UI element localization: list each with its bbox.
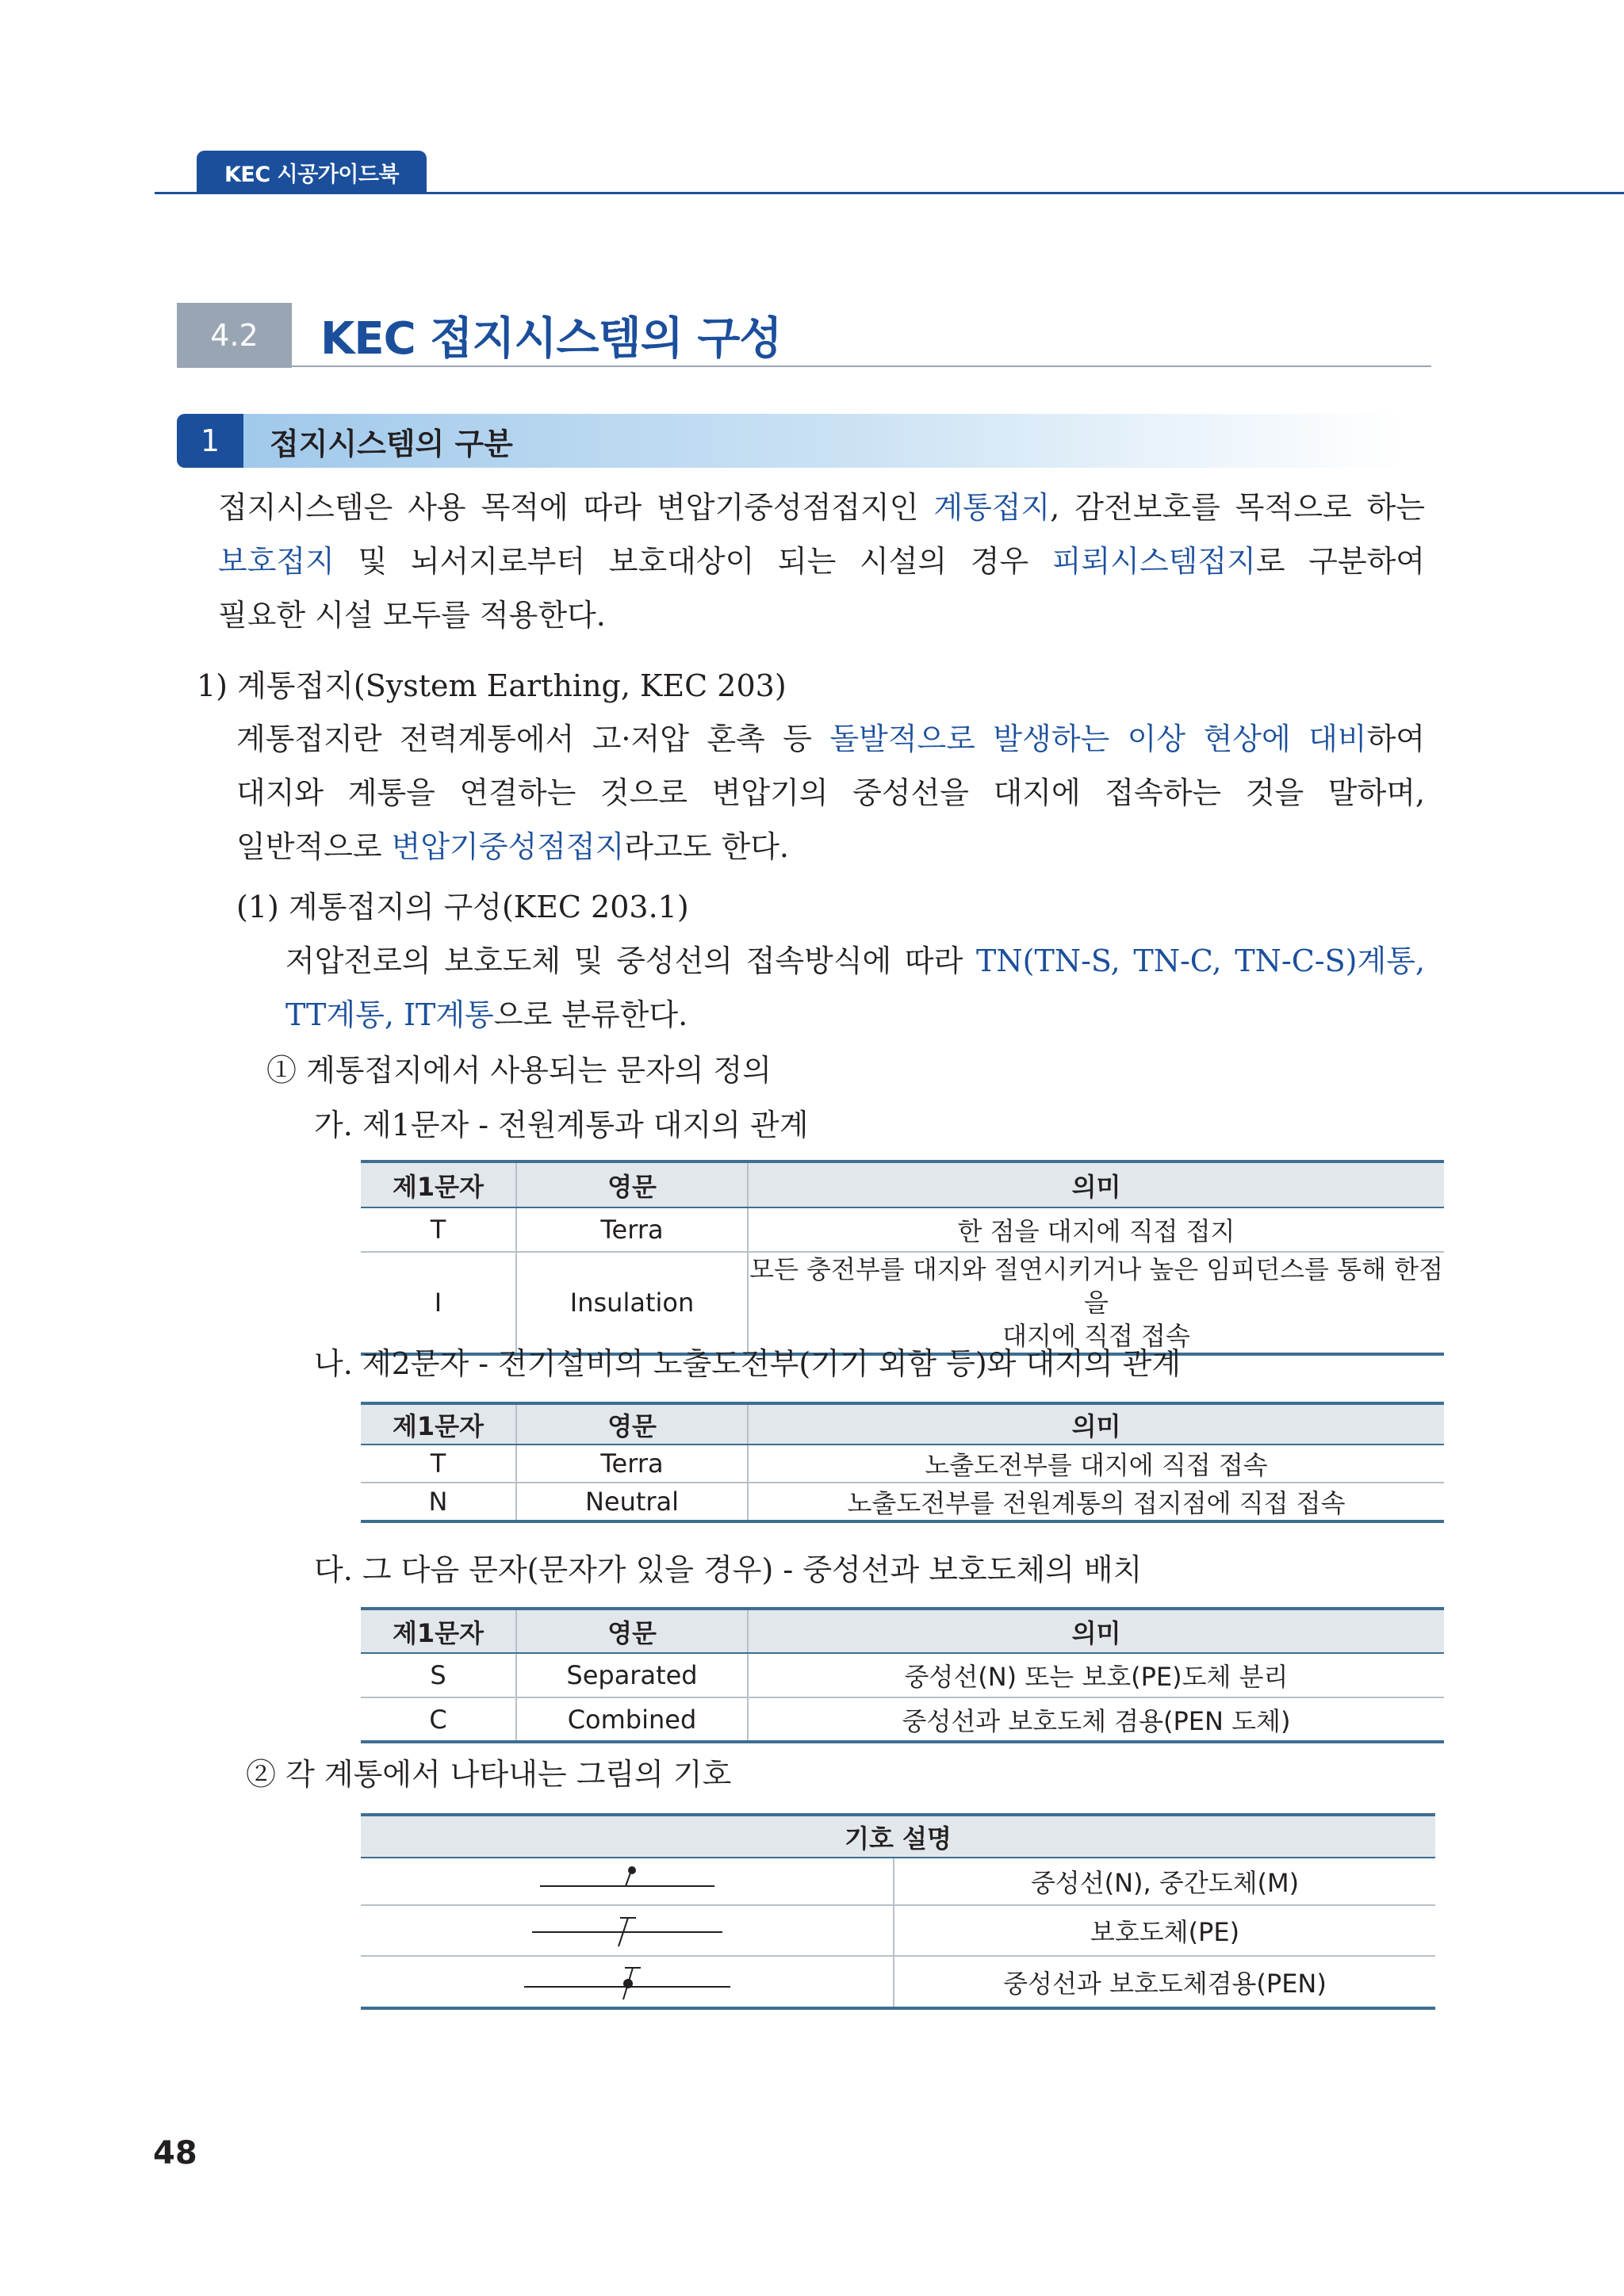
- item1-title: 1) 계통접지(System Earthing, KEC 203): [197, 668, 787, 703]
- subsection-title: 접지시스템의 구분: [270, 426, 513, 461]
- table-next-letter: [361, 1607, 1444, 1743]
- table-row: N Neutral 노출도전부를 전원계통의 접지점에 직접 접속: [361, 1483, 1444, 1521]
- item1-line-2: 대지와 계통을 연결하는 것으로 변압기의 중성선을 대지에 접속하는 것을 말하며,: [236, 775, 1425, 810]
- item1-line-1: 계통접지란 전력계통에서 고·저압 혼촉 등 돌발적으로 발생하는 이상 현상에 대비하여: [236, 721, 1425, 756]
- pe-symbol-icon: [528, 1913, 726, 1948]
- col-header: 제1문자: [361, 1403, 516, 1445]
- table-row: T Terra 한 점을 대지에 직접 접지: [361, 1207, 1444, 1252]
- col-header: 의미: [748, 1609, 1444, 1653]
- col-header: 제1문자: [361, 1161, 516, 1207]
- table-row: 중성선(N), 중간도체(M): [361, 1858, 1435, 1905]
- pen-symbol-icon: [520, 1963, 734, 2001]
- section-number: 4.2: [177, 303, 292, 368]
- table-symbols: [361, 1813, 1435, 2010]
- section-rule: [177, 365, 1431, 367]
- item1-1-line-1: 저압전로의 보호도체 및 중성선의 접속방식에 따라 TN(TN-S, TN-C, TN-C-S)계통,: [285, 943, 1425, 978]
- table-row: 보호도체(PE): [361, 1905, 1435, 1956]
- table-row: I Insulation 모든 충전부를 대지와 절연시키거나 높은 임피던스를 통해 한점을 대지에 직접 접속: [361, 1252, 1444, 1354]
- circle-2-title: ② 각 계통에서 나타내는 그림의 기호: [246, 1757, 732, 1792]
- intro-line-2: 보호접지 및 뇌서지로부터 보호대상이 되는 시설의 경우 피뢰시스템접지로 구분하여: [218, 544, 1426, 579]
- col-header: 제1문자: [361, 1609, 516, 1653]
- subsection-number: 1: [177, 414, 243, 468]
- neutral-symbol-icon: [532, 1866, 722, 1897]
- table-row: T Terra 노출도전부를 대지에 직접 접속: [361, 1445, 1444, 1483]
- intro-line-3: 필요한 시설 모두를 적용한다.: [218, 598, 606, 633]
- col-header: 영문: [516, 1403, 748, 1445]
- col-header: 의미: [748, 1403, 1444, 1445]
- table-row: C Combined 중성선과 보호도체 겸용(PEN 도체): [361, 1697, 1444, 1742]
- book-title: KEC 시공가이드북: [224, 162, 400, 187]
- col-header: 영문: [516, 1609, 748, 1653]
- da-title: 다. 그 다음 문자(문자가 있을 경우) - 중성선과 보호도체의 배치: [314, 1552, 1143, 1587]
- page-number: 48: [153, 2135, 197, 2172]
- book-title-tab: [197, 151, 427, 193]
- na-title: 나. 제2문자 - 전기설비의 노출도전부(기기 외함 등)와 대지의 관계: [314, 1346, 1182, 1381]
- table-first-letter: [361, 1160, 1444, 1356]
- col-header: 기호 설명: [361, 1815, 1435, 1858]
- table-row: 중성선과 보호도체겸용(PEN): [361, 1956, 1435, 2008]
- table-second-letter: [361, 1402, 1444, 1523]
- table-row: S Separated 중성선(N) 또는 보호(PE)도체 분리: [361, 1653, 1444, 1697]
- circle-1-title: ① 계통접지에서 사용되는 문자의 정의: [266, 1053, 772, 1088]
- col-header: 영문: [516, 1161, 748, 1207]
- item1-1-line-2: TT계통, IT계통으로 분류한다.: [285, 997, 688, 1032]
- item1-line-3: 일반적으로 변압기중성점접지라고도 한다.: [236, 829, 789, 864]
- section-title: KEC 접지시스템의 구성: [320, 313, 782, 365]
- ga-title: 가. 제1문자 - 전원계통과 대지의 관계: [314, 1108, 809, 1142]
- intro-line-1: 접지시스템은 사용 목적에 따라 변압기중성점접지인 계통접지, 감전보호를 목적으로 하는: [218, 490, 1425, 525]
- header-rule: [155, 192, 1624, 194]
- col-header: 의미: [748, 1161, 1444, 1207]
- item1-1-title: (1) 계통접지의 구성(KEC 203.1): [236, 890, 689, 924]
